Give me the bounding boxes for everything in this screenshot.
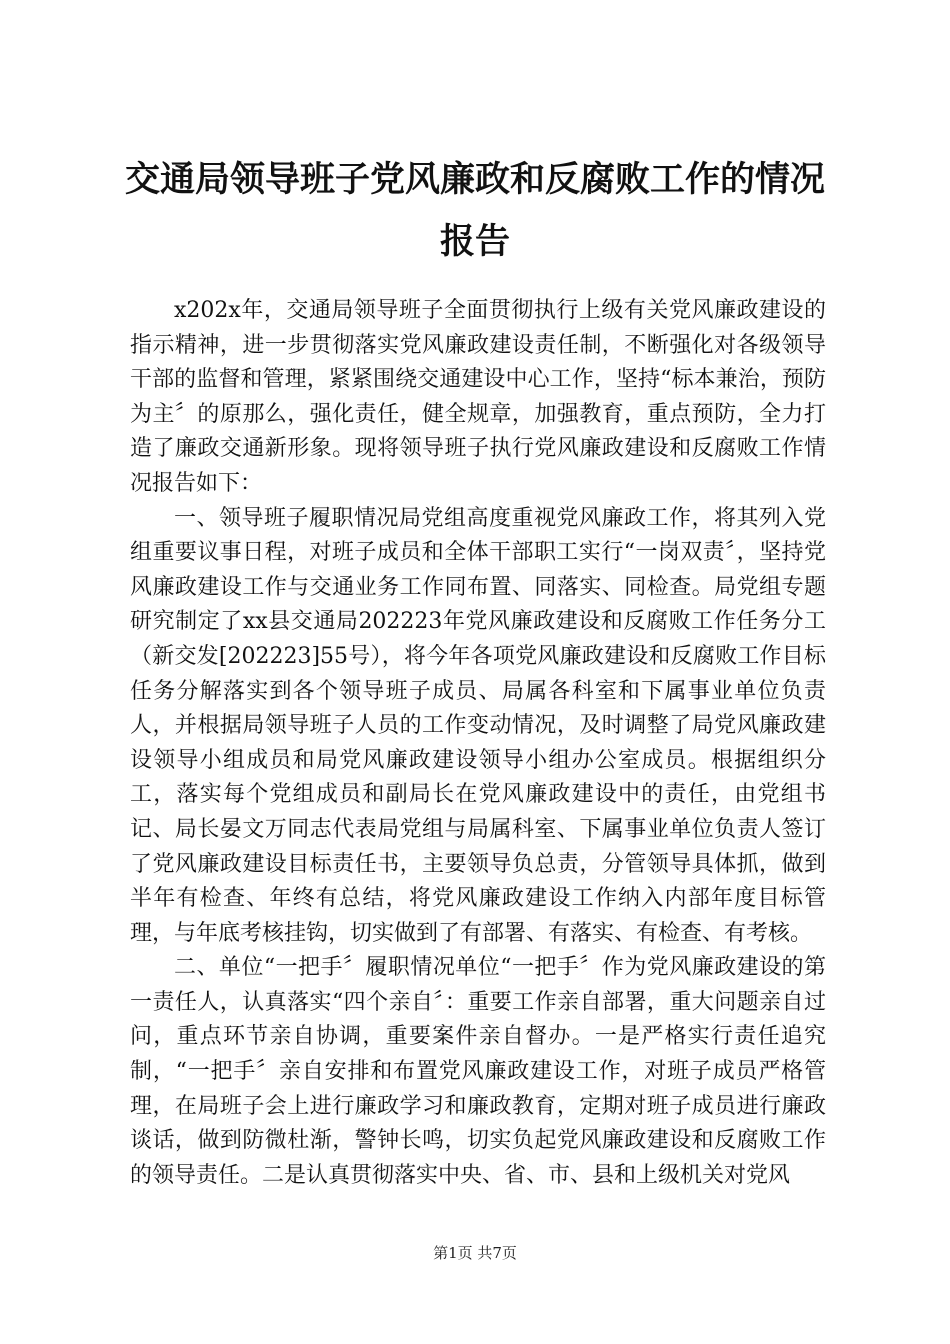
paragraph-section-1: 一、领导班子履职情况局党组高度重视党风廉政工作，将其列入党组重要议事日程，对班子成员和全体干部职工实行“一岗双责〞，坚持党风廉政建设工作与交通业务工作同布置、同落实、同检查。局党组专题研究制定了xx县交通局202223年党风廉政建设和反腐败工作任务分工（新交发[202223]55号），将今年各项党风廉政建设和反腐败工作目标任务分解落实到各个领导班子成员、局属各科室和下属事业单位负责人，并根据局领导班子人员的工作变动情况，及时调整了局党风廉政建设领导小组成员和局党风廉政建设领导小组办公室成员。根据组织分工，落实每个党组成员和副局长在党风廉政建设中的责任，由党组书记、局长晏文万同志代表局党组与局属科室、下属事业单位负责人签订了党风廉政建设目标责任书，主要领导负总责，分管领导具体抓，做到半年有检查、年终有总结，将党风廉政建设工作纳入内部年度目标管理，与年底考核挂钩，切实做到了有部署、有落实、有检查、有考核。: [130, 505, 826, 946]
paragraph-section-2: 二、单位“一把手〞履职情况单位“一把手〞作为党风廉政建设的第一责任人，认真落实“四个亲自〞：重要工作亲自部署，重大问题亲自过问，重点环节亲自协调，重要案件亲自督办。一是严格实行责任追究制，“一把手〞亲自安排和布置党风廉政建设工作，对班子成员严格管理，在局班子会上进行廉政学习和廉政教育，定期对班子成员进行廉政谈话，做到防微杜渐，警钟长鸣，切实负起党风廉政建设和反腐败工作的领导责任。二是认真贯彻落实中央、省、市、县和上级机关对党风: [130, 955, 826, 1188]
paragraph-intro: x202x年，交通局领导班子全面贯彻执行上级有关党风廉政建设的指示精神，进一步贯彻落实党风廉政建设责任制，不断强化对各级领导干部的监督和管理，紧紧围绕交通建设中心工作，坚持“标本兼治，预防为主〞的原那么，强化责任，健全规章，加强教育，重点预防，全力打造了廉政交通新形象。现将领导班子执行党风廉政建设和反腐败工作情况报告如下：: [130, 298, 826, 496]
document-body: [130, 294, 826, 1193]
document-title-line-1: 交通局领导班子党风廉政和反腐败工作的情况: [124, 159, 825, 200]
page-number-footer: 第1页 共7页: [433, 1244, 517, 1262]
document-title-line-2: 报告: [439, 221, 510, 262]
